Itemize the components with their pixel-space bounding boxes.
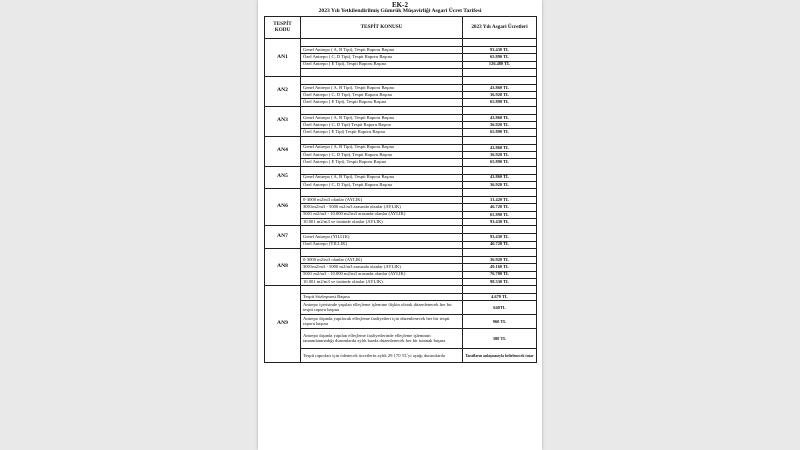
- header-code: TESPİT KODU: [265, 17, 301, 39]
- row-fee: 98.330 TL: [463, 278, 537, 285]
- table-row: [265, 92, 537, 99]
- row-subject: Özel Antrepo ( C, D Tipi), Tespit Raporu Başına: [301, 54, 463, 61]
- row-fee: 640TL: [463, 301, 537, 315]
- row-fee: 65.890 TL: [463, 159, 537, 166]
- group-code: AN7: [265, 226, 301, 249]
- table-row: [265, 61, 537, 68]
- table-row: [265, 256, 537, 263]
- row-subject: Antrepo dışında yapılan elleçleme faaliyetlerinde elleçleme işleminin tamamlanmadığı durumlarda aylık bazda düzenlenecek her bir tutanak başına: [301, 329, 463, 349]
- table-row: [265, 84, 537, 91]
- row-subject: Özel Antrepo ( C, D Tipi), Tespit Raporu Başına: [301, 181, 463, 188]
- document-title: 2023 Yılı Yetkilendirilmiş Gümrük Müşavirliği Asgari Ücret Tarifesi: [318, 8, 482, 14]
- row-fee: 65.890 TL: [463, 99, 537, 106]
- row-subject: Antrepo dışında yapılacak elleçleme faaliyetleri için düzenlenecek her bir tespit raporu başına: [301, 315, 463, 329]
- row-subject: Özel Antrepo ( C, D Tipi), Tespit Raporu Başına: [301, 92, 463, 99]
- table-row: [265, 122, 537, 129]
- table-row: [265, 181, 537, 188]
- document-page: [258, 0, 542, 450]
- row-subject: 0-3000 m2/m3 olanlar (AYLIK): [301, 256, 463, 263]
- table-row: [265, 294, 537, 301]
- row-subject: Özel Antrepo ( E Tipi), Tespit Raporu Başına: [301, 99, 463, 106]
- table-row: [265, 114, 537, 121]
- row-subject: Genel Antrepo ( A, B Tipi), Tespit Raporu Başına: [301, 84, 463, 91]
- row-fee: 93.430 TL: [463, 219, 537, 226]
- row-fee: 36.920 TL: [463, 92, 537, 99]
- header-fee: 2023 Yılı Asgari Ücretleri: [463, 17, 537, 39]
- table-row: [265, 151, 537, 158]
- row-fee: 36.920 TL: [463, 122, 537, 129]
- row-fee: 43.860 TL: [463, 174, 537, 181]
- row-subject: 10.001 m2/m3 ve üstünde olanlar (AYLIK): [301, 219, 463, 226]
- row-fee: 49.160 TL: [463, 264, 537, 271]
- row-fee: 65.890 TL: [463, 211, 537, 218]
- table-row: [265, 159, 537, 166]
- table-row: [265, 301, 537, 315]
- row-subject: Özel Antrepo ( C, D Tipi), Tespit Raporu Başına: [301, 151, 463, 158]
- group-code: AN6: [265, 189, 301, 226]
- row-subject: Genel Antrepo ( A, B Tipi), Tespit Raporu Başına: [301, 144, 463, 151]
- row-subject: 5001 m2/m3 - 10.000 m2/m3 arasında olanlar (AYLIK): [301, 211, 463, 218]
- table-row: [265, 264, 537, 271]
- group-code: AN2: [265, 76, 301, 106]
- row-fee: 65.890 TL: [463, 129, 537, 136]
- row-subject: Özel Antrepo (YILLIK): [301, 241, 463, 248]
- annex-label: EK-2: [392, 1, 408, 9]
- table-row: [265, 234, 537, 241]
- row-subject: 0-3000 m2/m3 olanlar (AYLIK): [301, 197, 463, 204]
- table-row: [265, 349, 537, 363]
- row-fee: 36.920 TL: [463, 151, 537, 158]
- row-fee: 36.920 TL: [463, 181, 537, 188]
- row-fee: 126.480 TL: [463, 61, 537, 68]
- row-fee: 93.430 TL: [463, 234, 537, 241]
- row-fee: 960 TL: [463, 315, 537, 329]
- table-row: [265, 219, 537, 226]
- group-code: AN9: [265, 286, 301, 363]
- row-fee: 93.430 TL: [463, 47, 537, 54]
- row-fee: 65.890 TL: [463, 54, 537, 61]
- table-row: [265, 174, 537, 181]
- table-row: [265, 315, 537, 329]
- table-row: [265, 99, 537, 106]
- table-row: [265, 47, 537, 54]
- table-row: [265, 144, 537, 151]
- group-code: AN4: [265, 136, 301, 166]
- table-row: [265, 211, 537, 218]
- row-subject: Özel Antrepo ( E Tipi), Tespit Raporu Başına: [301, 159, 463, 166]
- table-row: [265, 204, 537, 211]
- row-fee: 43.860 TL: [463, 84, 537, 91]
- row-subject: 5001 m2/m3 - 10.000 m2/m3 arasında olanlar (AYLIK): [301, 271, 463, 278]
- row-fee: 46.720 TL: [463, 204, 537, 211]
- row-fee: 46.720 TL: [463, 241, 537, 248]
- table-row: [265, 329, 537, 349]
- row-fee: 43.860 TL: [463, 144, 537, 151]
- row-subject: Genel Antrepo ( A, B Tipi), Tespit Raporu Başına: [301, 114, 463, 121]
- row-subject: Özel Antrepo ( E Tipi), Tespit Raporu Başına: [301, 61, 463, 68]
- group-code: AN1: [265, 39, 301, 77]
- row-subject: 10.001 m2/m3 ve üstünde olanlar (AYLIK): [301, 278, 463, 285]
- row-fee: 380 TL: [463, 329, 537, 349]
- header-subject: TESPİT KONUSU: [301, 17, 463, 39]
- row-fee: Tarafların anlaşmasıyla belirlenecek tutar: [463, 349, 537, 363]
- row-fee: 36.920 TL: [463, 256, 537, 263]
- row-subject: Antrepo içerisinde yapılan elleçleme işlemine ilişkin olarak düzenlenecek her bir tespit raporu başına: [301, 301, 463, 315]
- row-subject: Özel Antrepo ( C, D Tipi) Tespit Raporu Başına: [301, 122, 463, 129]
- table-header-row: [265, 17, 537, 39]
- table-row: [265, 271, 537, 278]
- row-subject: Tespit raporları için ödenecek ücretlerin aylık 29.170 TL'yi aştığı durumlarda: [301, 349, 463, 363]
- table-row: [265, 54, 537, 61]
- row-subject: Genel Antrepo ( A, B Tipi), Tespit Raporu Başına: [301, 47, 463, 54]
- row-subject: Genel Antrepo (YILLIK): [301, 234, 463, 241]
- row-fee: 4.670 TL: [463, 294, 537, 301]
- table-row: [265, 197, 537, 204]
- group-code: AN5: [265, 166, 301, 189]
- row-subject: 3001m2/m3 - 5000 m2/m3 arasında olanlar (AYLIK): [301, 204, 463, 211]
- row-fee: 76.700 TL: [463, 271, 537, 278]
- row-subject: Özel Antrepo ( E Tipi) Tespit Raporu Başına: [301, 129, 463, 136]
- group-code: AN8: [265, 248, 301, 285]
- table-row: [265, 278, 537, 285]
- group-code: AN3: [265, 106, 301, 136]
- row-subject: Tespit Sözleşmesi Başına: [301, 294, 463, 301]
- row-subject: 3001m2/m3 - 5000 m2/m3 arasında olanlar (AYLIK): [301, 264, 463, 271]
- table-row: [265, 129, 537, 136]
- row-fee: 31.420 TL: [463, 197, 537, 204]
- row-subject: Genel Antrepo ( A, B Tipi), Tespit Raporu Başına: [301, 174, 463, 181]
- row-fee: 43.860 TL: [463, 114, 537, 121]
- table-row: [265, 241, 537, 248]
- fee-table: [264, 16, 537, 363]
